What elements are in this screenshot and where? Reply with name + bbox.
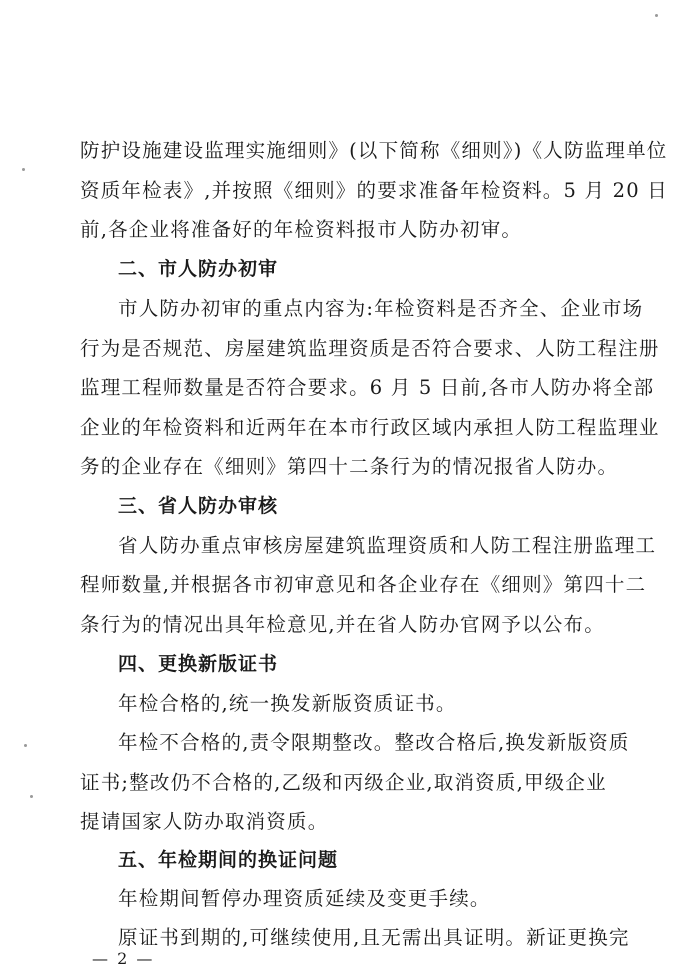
body-line: 条行为的情况出具年检意见,并在省人防办官网予以公布。: [80, 613, 605, 636]
body-line: 务的企业存在《细则》第四十二条行为的情况报省人防办。: [80, 455, 619, 478]
section-heading: 二、市人防办初审: [118, 258, 279, 280]
body-line: 资质年检表》,并按照《细则》的要求准备年检资料。5 月 20 日: [80, 179, 668, 202]
body-line: 年检期间暂停办理资质延续及变更手续。: [118, 887, 491, 910]
body-line: 提请国家人防办取消资质。: [80, 810, 329, 833]
body-line: 原证书到期的,可继续使用,且无需出具证明。新证更换完: [118, 926, 630, 949]
body-line: 程师数量,并根据各市初审意见和各企业存在《细则》第四十二: [80, 573, 647, 596]
body-line: 企业的年检资料和近两年在本市行政区域内承担人防工程监理业: [80, 416, 660, 439]
body-line: 行为是否规范、房屋建筑监理资质是否符合要求、人防工程注册: [80, 337, 660, 360]
body-line: 年检合格的,统一换发新版资质证书。: [118, 692, 457, 715]
scan-speck: [30, 795, 33, 798]
section-heading: 五、年检期间的换证问题: [118, 849, 339, 871]
scan-speck: [655, 14, 658, 17]
scan-speck: [22, 168, 25, 171]
body-line: 省人防办重点审核房屋建筑监理资质和人防工程注册监理工: [118, 534, 657, 557]
scan-speck: [24, 744, 27, 747]
page-number: — 2 —: [92, 949, 155, 968]
body-line: 证书;整改仍不合格的,乙级和丙级企业,取消资质,甲级企业: [80, 771, 607, 794]
body-line: 监理工程师数量是否符合要求。6 月 5 日前,各市人防办将全部: [80, 376, 655, 399]
body-line: 年检不合格的,责令限期整改。整改合格后,换发新版资质: [118, 731, 630, 754]
section-heading: 四、更换新版证书: [118, 653, 279, 675]
body-line: 前,各企业将准备好的年检资料报市人防办初审。: [80, 218, 523, 241]
section-heading: 三、省人防办审核: [118, 495, 279, 517]
body-line: 防护设施建设监理实施细则》(以下简称《细则》)《人防监理单位: [80, 139, 668, 162]
body-line: 市人防办初审的重点内容为:年检资料是否齐全、企业市场: [118, 297, 644, 320]
